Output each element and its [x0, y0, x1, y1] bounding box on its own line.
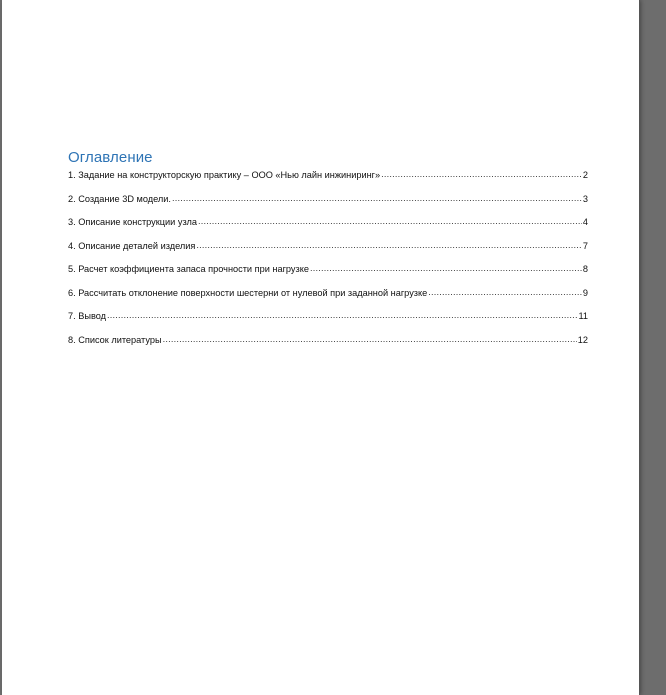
toc-entry-page: 4 [582, 217, 588, 227]
toc-dot-leader [381, 169, 582, 179]
toc-dot-leader [198, 216, 582, 226]
toc-dot-leader [107, 310, 577, 320]
toc-entry-page: 11 [578, 311, 588, 321]
toc-entry-5[interactable] [68, 264, 588, 288]
toc-entry-4[interactable] [68, 241, 588, 265]
toc-dot-leader [196, 240, 582, 250]
document-page [2, 0, 639, 695]
toc-entry-page: 8 [582, 264, 588, 274]
toc-entry-page: 2 [582, 170, 588, 180]
toc-entry-label: 4. Описание деталей изделия [68, 240, 196, 251]
toc-entry-3[interactable] [68, 217, 588, 241]
toc-entry-page: 3 [582, 193, 588, 204]
toc-entry-label: 8. Список литературы [68, 334, 162, 345]
toc-entry-page: 7 [582, 240, 588, 251]
toc-entry-2[interactable] [68, 194, 588, 218]
toc-dot-leader [428, 287, 582, 297]
toc-dot-leader [310, 263, 582, 273]
toc-title: Оглавление [68, 149, 153, 166]
toc-entry-6[interactable] [68, 288, 588, 312]
table-of-contents [68, 170, 588, 358]
toc-dot-leader [172, 193, 582, 203]
toc-entry-label: 7. Вывод [68, 311, 106, 321]
toc-entry-page: 9 [582, 287, 588, 298]
toc-entry-8[interactable] [68, 335, 588, 359]
toc-dot-leader [163, 334, 577, 344]
toc-entry-1[interactable] [68, 170, 588, 194]
toc-entry-label: 3. Описание конструкции узла [68, 217, 198, 227]
toc-entry-label: 6. Рассчитать отклонение поверхности шестерни от нулевой при заданной нагрузке [68, 287, 428, 298]
toc-entry-page: 12 [577, 334, 588, 345]
toc-entry-7[interactable] [68, 311, 588, 335]
toc-entry-label: 5. Расчет коэффициента запаса прочности при нагрузке [68, 264, 309, 274]
toc-entry-label: 2. Создание 3D модели. [68, 193, 171, 204]
page-edge-divider [639, 0, 640, 695]
toc-entry-label: 1. Задание на конструкторскую практику – ООО «Нью лайн инжиниринг» [68, 170, 381, 180]
